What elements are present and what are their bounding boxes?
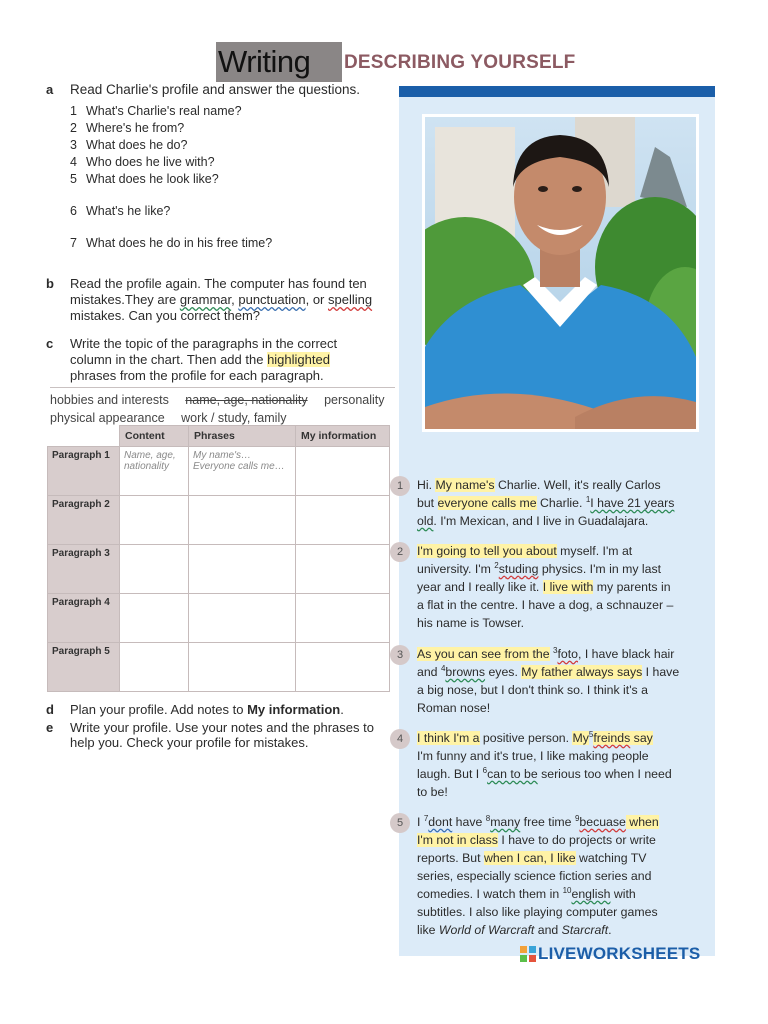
section-a-instruction: Read Charlie's profile and answer the questions. <box>70 82 360 97</box>
info-cell[interactable] <box>296 545 390 594</box>
profile-paragraph-1: Hi. My name's Charlie. Well, it's really Carlos but everyone calls me Charlie. $^1$I have 21 years old. I'm Mexican, and I live in Guadalajara. <box>417 478 675 528</box>
phrases-cell[interactable] <box>189 496 296 545</box>
info-cell[interactable] <box>296 643 390 692</box>
profile-paragraph-2: I'm going to tell you about myself. I'm at university. I'm $^2$studing physics. I'm in my last year and I really like it. I live with my parents in a flat in the centre. I have a dog, a schnauzer – his name is Towser. <box>417 544 674 630</box>
paragraph-number: 4 <box>390 729 410 749</box>
profile-panel-bar <box>399 86 715 97</box>
table-row <box>48 643 390 692</box>
chart-corner <box>48 426 120 447</box>
table-row <box>48 545 390 594</box>
paragraph-chart <box>47 425 390 692</box>
table-row <box>48 496 390 545</box>
liveworksheets-logo[interactable]: LIVEWORKSHEETS <box>538 944 701 963</box>
word-bank-item: personality <box>324 393 385 407</box>
word-bank-item-crossed: name, age, nationality <box>185 393 308 407</box>
chart-header-content: Content <box>120 426 189 447</box>
paragraph-number: 1 <box>390 476 410 496</box>
info-cell[interactable] <box>296 496 390 545</box>
question-item: 7 What does he do in his free time? <box>70 236 273 250</box>
charlie-portrait-image <box>425 117 696 429</box>
row-label: Paragraph 4 <box>48 594 120 643</box>
profile-paragraph-3: As you can see from the $^3$foto, I have black hair and $^4$browns eyes. My father always says I have a big nose, but I don't think so. I think it's a Roman nose! <box>417 645 680 715</box>
row-label: Paragraph 2 <box>48 496 120 545</box>
content-cell[interactable] <box>120 643 189 692</box>
phrases-cell[interactable] <box>189 594 296 643</box>
content-cell[interactable] <box>120 545 189 594</box>
section-a-letter: a <box>46 82 54 97</box>
question-item: 6 What's he like? <box>70 204 171 218</box>
row-label: Paragraph 1 <box>48 447 120 496</box>
question-list <box>70 103 272 252</box>
content-cell[interactable] <box>120 594 189 643</box>
liveworksheets-logo-icon <box>520 946 536 962</box>
chart-header-info: My information <box>296 426 390 447</box>
question-item: 1 What's Charlie's real name? <box>70 104 242 118</box>
page-subtitle: DESCRIBING YOURSELF <box>344 52 576 73</box>
paragraph-number: 3 <box>390 645 410 665</box>
page-title: Writing <box>216 42 342 82</box>
question-item: 4 Who does he live with? <box>70 155 215 169</box>
content-cell[interactable]: Name, age, nationality <box>120 447 189 496</box>
table-row <box>48 594 390 643</box>
question-item: 5 What does he look like? <box>70 172 219 186</box>
section-d-letter: d <box>46 702 54 717</box>
word-bank-item: physical appearance <box>50 411 165 425</box>
table-row <box>48 447 390 496</box>
profile-photo <box>422 114 699 432</box>
section-c-instruction: Write the topic of the paragraphs in the correct column in the chart. Then add the highlighted phrases from the profile for each paragraph. <box>70 336 338 383</box>
paragraph-number: 5 <box>390 813 410 833</box>
phrases-cell[interactable] <box>189 643 296 692</box>
section-b-letter: b <box>46 276 54 291</box>
info-cell[interactable] <box>296 447 390 496</box>
word-bank <box>50 387 395 427</box>
row-label: Paragraph 3 <box>48 545 120 594</box>
question-item: 2 Where's he from? <box>70 121 185 135</box>
profile-paragraph-4: I think I'm a positive person. My$^5$freinds say I'm funny and it's true, I like making people laugh. But I $^6$can to be serious too when I need to be! <box>417 729 672 799</box>
info-cell[interactable] <box>296 594 390 643</box>
row-label: Paragraph 5 <box>48 643 120 692</box>
paragraph-number: 2 <box>390 542 410 562</box>
phrases-cell[interactable]: My name's… Everyone calls me… <box>189 447 296 496</box>
phrases-cell[interactable] <box>189 545 296 594</box>
section-d-instruction: Plan your profile. Add notes to My information. <box>70 702 344 717</box>
section-e-instruction: Write your profile. Use your notes and the phrases to help you. Check your profile for mistakes. <box>70 720 374 750</box>
word-bank-item: hobbies and interests <box>50 393 169 407</box>
profile-paragraph-5: I $^7$dont have $^8$many free time $^9$becuase when I'm not in class I have to do projects or write reports. But when I can, I like watching TV series, especially science fiction series and comedies. I watch them in $^{10}$english with subtitles. I also like playing computer games like World of Warcraft and Starcraft. <box>417 813 659 937</box>
word-bank-item: work / study, family <box>181 411 287 425</box>
section-c-letter: c <box>46 336 54 351</box>
question-item: 3 What does he do? <box>70 138 188 152</box>
chart-header-row <box>48 426 390 447</box>
content-cell[interactable] <box>120 496 189 545</box>
section-b-instruction: Read the profile again. The computer has found ten mistakes.They are grammar, punctuation, or spelling mistakes. Can you correct them? <box>70 276 373 323</box>
section-e-letter: e <box>46 720 54 735</box>
chart-header-phrases: Phrases <box>189 426 296 447</box>
